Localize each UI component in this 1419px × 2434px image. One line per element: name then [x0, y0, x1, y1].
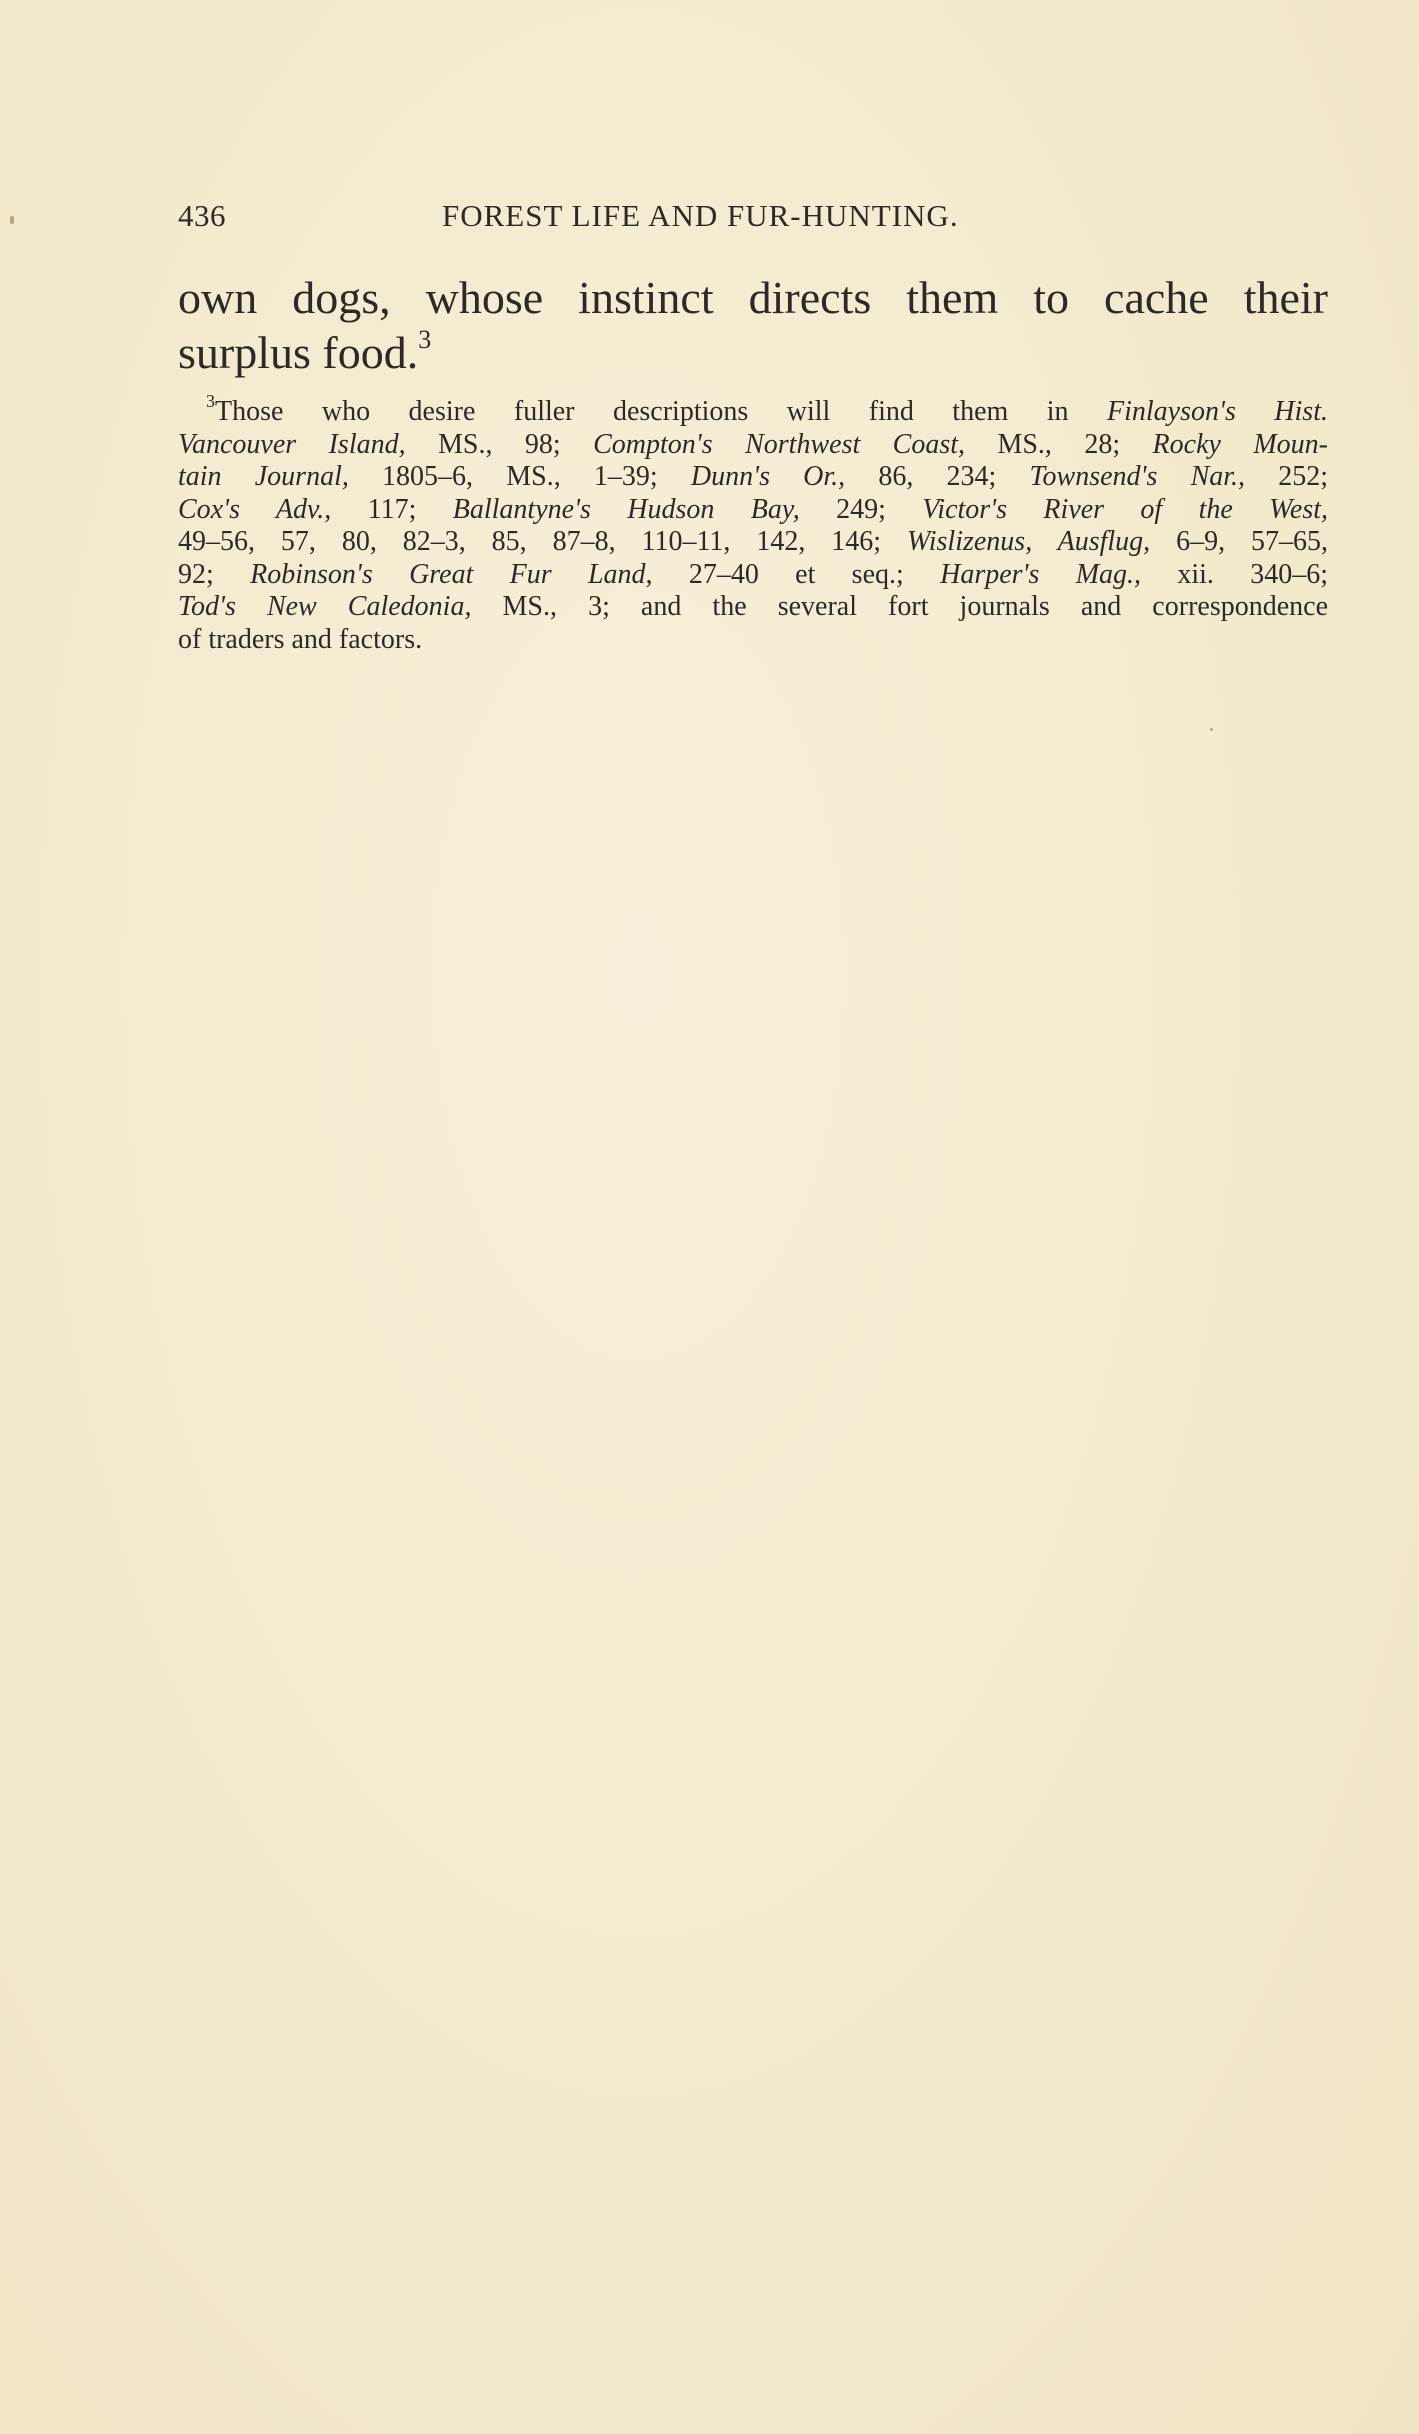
running-title: FOREST LIFE AND FUR-HUNTING. [442, 198, 959, 233]
citation-title: Townsend's Nar., [1029, 461, 1246, 492]
footnote-line-3 [178, 461, 1328, 494]
page-number: 436 [178, 198, 226, 233]
citation-title: tain Journal, [178, 461, 349, 492]
footnote-line-2 [178, 429, 1328, 462]
citation-title: Robinson's Great Fur Land, [250, 558, 653, 590]
body-line-1: own dogs, whose instinct directs them to cache their [178, 272, 1328, 323]
citation-title: Dunn's Or., [690, 461, 846, 492]
paper-speck [1210, 728, 1213, 731]
citation-title: Victor's River of the West, [922, 493, 1328, 525]
footnote-text: of traders and factors. [178, 623, 423, 655]
footnote-text: MS., 98; [405, 428, 594, 460]
footnote-line-5 [178, 526, 1328, 559]
footnote-text: 1805–6, MS., 1–39; [348, 461, 691, 492]
citation-title: Harper's Mag., [940, 558, 1142, 590]
footnote-line-6 [178, 559, 1328, 592]
footnote-text: 49–56, 57, 80, 82–3, 85, 87–8, 110–11, 142, 146; [178, 526, 907, 557]
footnote-text: xii. 340–6; [1141, 558, 1329, 590]
citation-title: Compton's Northwest Coast, [593, 428, 966, 460]
footnote-marker: 3 [206, 390, 215, 411]
citation-title: Wislizenus, Ausflug, [906, 526, 1151, 557]
footnote-text: 249; [799, 493, 923, 525]
body-text [178, 270, 1328, 380]
citation-title: Tod's New Caledonia, [178, 591, 472, 622]
footnote-line-4 [178, 494, 1328, 527]
footnote-text: 92; [178, 558, 251, 590]
footnote-text: 117; [331, 493, 453, 525]
footnote-line-1 [178, 390, 1328, 429]
citation-title: Rocky Moun- [1152, 428, 1328, 460]
footnote-text: Those who desire fuller descriptions will find them in [215, 396, 1107, 427]
footnote-text: 27–40 et seq.; [652, 558, 941, 590]
footnote-text: 6–9, 57–65, [1150, 526, 1329, 557]
citation-title: Finlayson's Hist. [1106, 396, 1328, 427]
footnote-text: 252; [1245, 461, 1329, 492]
footnote-reference: 3 [418, 324, 432, 354]
footnote [178, 390, 1329, 656]
paper-speck [10, 216, 14, 224]
footnote-text: 86, 234; [845, 461, 1030, 492]
footnote-text: MS., 28; [965, 428, 1153, 460]
citation-title: Vancouver Island, [178, 428, 406, 460]
footnote-line-7 [178, 591, 1328, 624]
running-head [178, 198, 1330, 238]
citation-title: Ballantyne's Hudson Bay, [452, 493, 800, 525]
citation-title: Cox's Adv., [178, 493, 332, 525]
body-line-2 [178, 325, 1328, 380]
footnote-line-8 [178, 624, 1328, 657]
body-line-2-text: surplus food. [178, 327, 419, 378]
footnote-text: MS., 3; and the several fort journals and correspondence [471, 591, 1328, 622]
